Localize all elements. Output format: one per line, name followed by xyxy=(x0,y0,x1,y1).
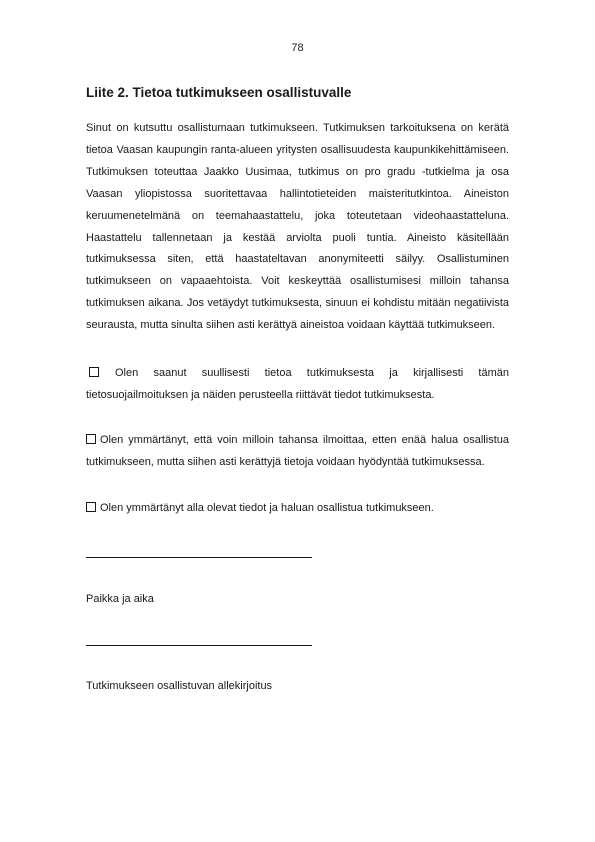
consent-text-1: Olen saanut suullisesti tietoa tutkimuksesta ja kirjallisesti tämän tietosuojailmoituksen ja näiden perusteella riittävät tiedot tutkimuksesta. xyxy=(86,367,509,401)
place-date-label: Paikka ja aika xyxy=(86,593,154,605)
checkbox-2[interactable] xyxy=(86,434,96,444)
consent-text-3: Olen ymmärtänyt alla olevat tiedot ja haluan osallistua tutkimukseen. xyxy=(100,502,434,514)
checkbox-1[interactable] xyxy=(89,367,99,377)
info-paragraph: Sinut on kutsuttu osallistumaan tutkimukseen. Tutkimuksen tarkoituksena on kerätä tietoa Vaasan kaupungin ranta-alueen yritysten osallisuudesta kaupunkikehittämiseen. Tutkimuksen toteuttaa Jaakko Uusimaa, tutkimus on pro gradu -tutkielma ja osa Vaasan yliopistossa suoritettavaa hallintotieteiden maisteritutkintoa. Aineiston keruumenetelmänä on teemahaastattelu, joka toteutetaan videohaastatteluna. Haastattelu tallennetaan ja kestää arviolta puoli tuntia. Aineisto käsitellään tutkimuksessa siten, että haastateltavan anonymiteetti säilyy. Osallistuminen tutkimukseen on vapaaehtoista. Voit keskeyttää osallistumisesi milloin tahansa tutkimuksen aikana. Jos vetäydyt tutkimuksesta, sinuun ei kohdistu mitään negatiivista seurausta, mutta sinulta siihen asti kerättyä aineistoa voidaan käyttää tutkimukseen. xyxy=(86,122,509,332)
signature-line[interactable] xyxy=(86,645,312,646)
page-title: Liite 2. Tietoa tutkimukseen osallistuvalle xyxy=(86,85,352,100)
place-date-line[interactable] xyxy=(86,557,312,558)
checkbox-3[interactable] xyxy=(86,502,96,512)
page-number: 78 xyxy=(291,42,304,54)
consent-item-1 xyxy=(86,362,509,406)
signature-label: Tutkimukseen osallistuvan allekirjoitus xyxy=(86,680,273,692)
consent-text-2: Olen ymmärtänyt, että voin milloin tahansa ilmoittaa, etten enää halua osallistua tutkimukseen, mutta siihen asti kerättyjä tietoja voidaan hyödyntää tutkimuksessa. xyxy=(86,434,509,468)
consent-item-2 xyxy=(86,429,509,473)
consent-item-3 xyxy=(86,497,509,519)
